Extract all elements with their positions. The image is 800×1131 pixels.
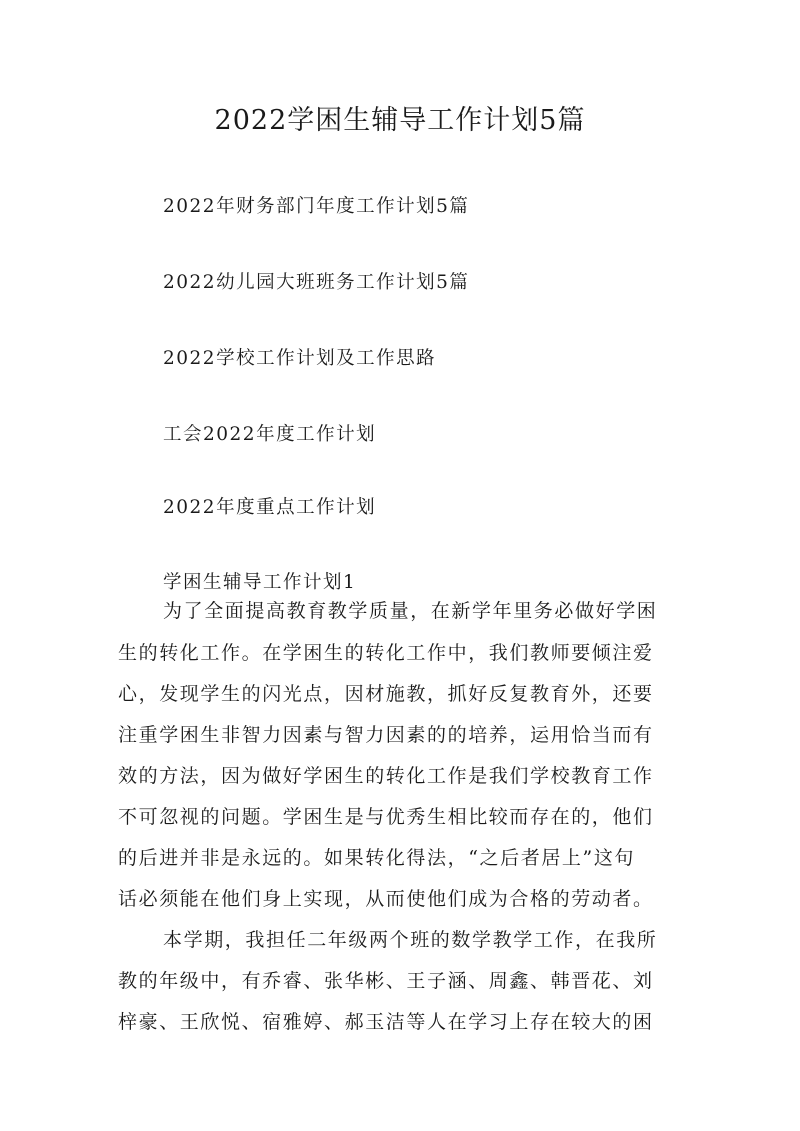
related-link-union-plan[interactable]: 工会2022年度工作计划: [163, 424, 377, 445]
paragraph-line: 的后进并非是永远的。如果转化得法，“之后者居上”这句: [118, 847, 636, 869]
paragraph-line: 为了全面提高教育教学质量，在新学年里务必做好学困: [163, 600, 658, 622]
paragraph-line: 注重学困生非智力因素与智力因素的的培养，运用恰当而有: [118, 724, 654, 746]
related-link-school-plan[interactable]: 2022学校工作计划及工作思路: [163, 348, 437, 369]
paragraph-line: 效的方法，因为做好学困生的转化工作是我们学校教育工作: [118, 765, 654, 787]
document-title: 2022学困生辅导工作计划5篇: [214, 105, 586, 136]
paragraph-line: 话必须能在他们身上实现，从而使他们成为合格的劳动者。: [118, 888, 654, 910]
section-heading: 学困生辅导工作计划1: [163, 572, 357, 593]
paragraph-line: 教的年级中，有乔睿、张华彬、王子涵、周鑫、韩晋花、刘: [118, 970, 654, 992]
paragraph-line: 本学期，我担任二年级两个班的数学教学工作，在我所: [163, 929, 658, 951]
related-link-key-work-plan[interactable]: 2022年度重点工作计划: [163, 497, 377, 518]
paragraph-line: 生的转化工作。在学困生的转化工作中，我们教师要倾注爱: [118, 642, 654, 664]
paragraph-line: 梓豪、王欣悦、宿雅婷、郝玉洁等人在学习上存在较大的困: [118, 1011, 654, 1033]
related-link-finance-plan[interactable]: 2022年财务部门年度工作计划5篇: [163, 196, 470, 217]
paragraph-line: 不可忽视的问题。学困生是与优秀生相比较而存在的，他们: [118, 806, 654, 828]
paragraph-line: 心，发现学生的闪光点，因材施教，抓好反复教育外，还要: [118, 683, 654, 705]
related-link-kindergarten-plan[interactable]: 2022幼儿园大班班务工作计划5篇: [163, 272, 470, 293]
